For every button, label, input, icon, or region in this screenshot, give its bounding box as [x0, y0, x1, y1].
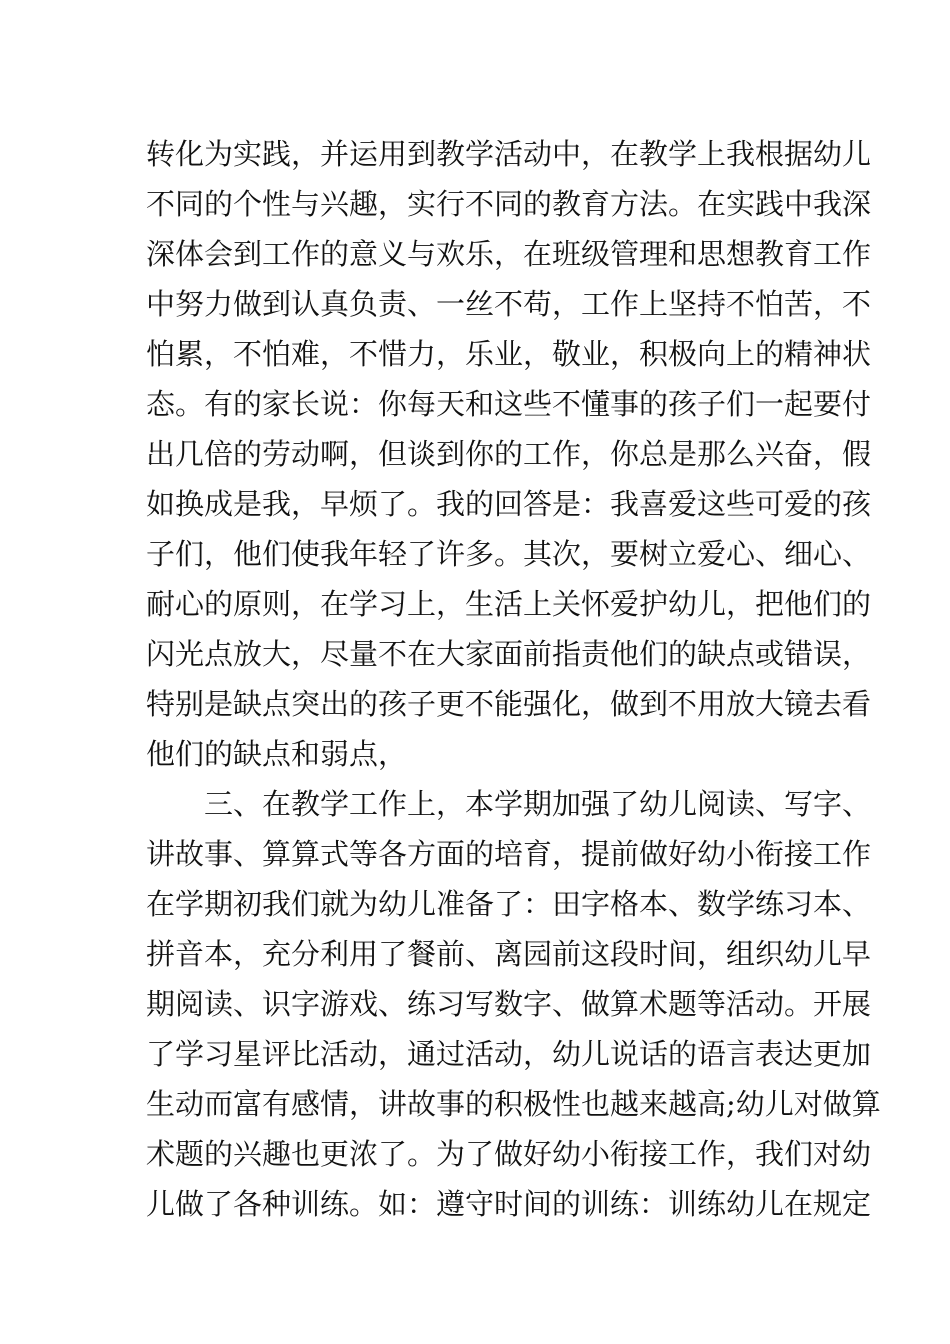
paragraph-2 — [146, 779, 881, 1229]
paragraph-line: 特别是缺点突出的孩子更不能强化，做到不用放大镜去看 — [146, 687, 872, 721]
paragraph-line: 三、在教学工作上，本学期加强了幼儿阅读、写字、 — [204, 787, 872, 821]
paragraph-line: 讲故事、算算式等各方面的培育，提前做好幼小衔接工作 — [146, 837, 872, 871]
paragraph-line: 在学期初我们就为幼儿准备了：田字格本、数学练习本、 — [146, 887, 872, 921]
paragraph-line: 不同的个性与兴趣，实行不同的教育方法。在实践中我深 — [146, 187, 872, 221]
document-body — [146, 129, 881, 1229]
paragraph-line: 怕累，不怕难，不惜力，乐业，敬业，积极向上的精神状 — [146, 337, 872, 371]
paragraph-line: 拼音本，充分利用了餐前、离园前这段时间，组织幼儿早 — [146, 937, 872, 971]
paragraph-line: 子们，他们使我年轻了许多。其次，要树立爱心、细心、 — [146, 537, 872, 571]
paragraph-line: 儿做了各种训练。如：遵守时间的训练：训练幼儿在规定 — [146, 1187, 872, 1221]
paragraph-line: 耐心的原则，在学习上，生活上关怀爱护幼儿，把他们的 — [146, 587, 872, 621]
paragraph-line: 他们的缺点和弱点， — [146, 737, 408, 771]
paragraph-line: 闪光点放大，尽量不在大家面前指责他们的缺点或错误， — [146, 637, 872, 671]
paragraph-line: 中努力做到认真负责、一丝不苟，工作上坚持不怕苦，不 — [146, 287, 872, 321]
paragraph-line: 态。有的家长说：你每天和这些不懂事的孩子们一起要付 — [146, 387, 872, 421]
paragraph-line: 生动而富有感情，讲故事的积极性也越来越高;幼儿对做算 — [146, 1087, 881, 1121]
paragraph-line: 期阅读、识字游戏、练习写数字、做算术题等活动。开展 — [146, 987, 872, 1021]
paragraph-line: 术题的兴趣也更浓了。为了做好幼小衔接工作，我们对幼 — [146, 1137, 872, 1171]
paragraph-line: 如换成是我，早烦了。我的回答是：我喜爱这些可爱的孩 — [146, 487, 872, 521]
paragraph-line: 深体会到工作的意义与欢乐，在班级管理和思想教育工作 — [146, 237, 872, 271]
paragraph-line: 转化为实践，并运用到教学活动中，在教学上我根据幼儿 — [146, 137, 872, 171]
paragraph-line: 出几倍的劳动啊，但谈到你的工作，你总是那么兴奋，假 — [146, 437, 872, 471]
paragraph-1 — [146, 129, 872, 779]
paragraph-line: 了学习星评比活动，通过活动，幼儿说话的语言表达更加 — [146, 1037, 872, 1071]
